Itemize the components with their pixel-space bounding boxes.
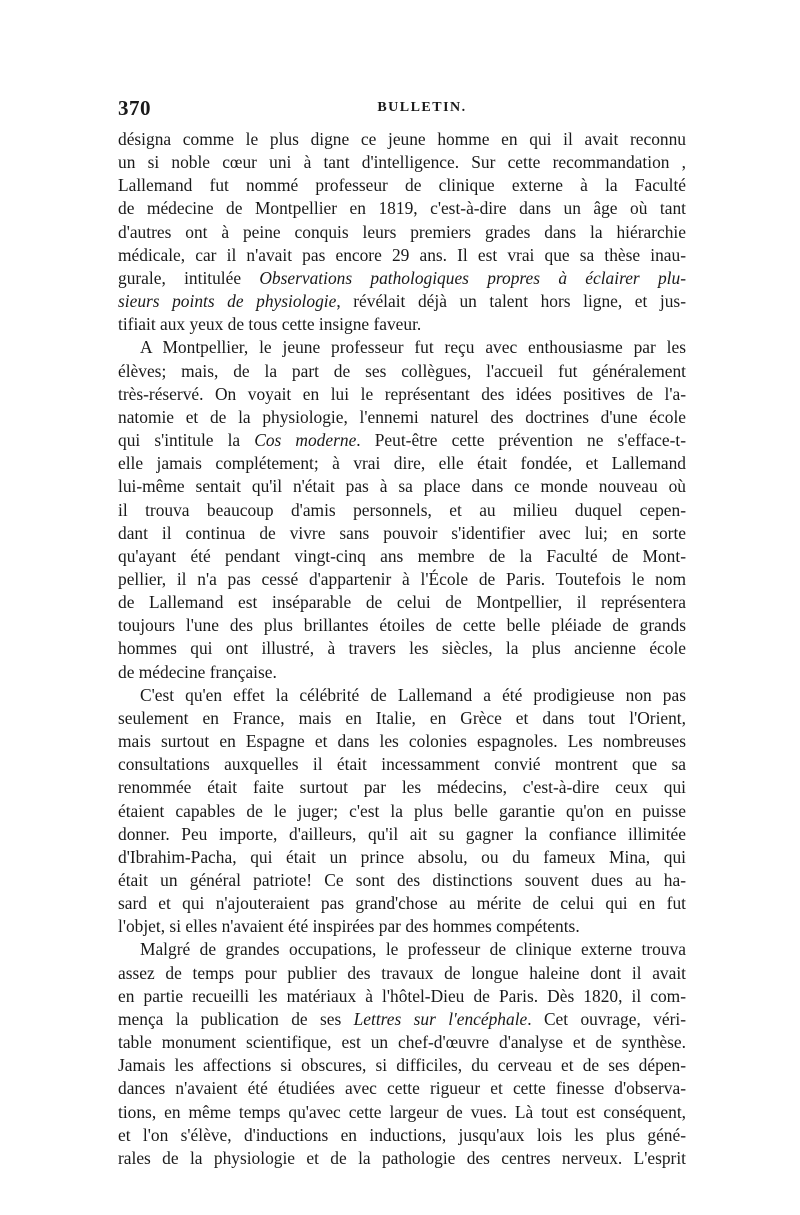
text-line: elle jamais complétement; à vrai dire, elle était fondée, et Lallemand bbox=[118, 453, 686, 474]
text-line: C'est qu'en effet la célébrité de Lallemand a été prodigieuse non pas bbox=[140, 684, 686, 705]
text-line: de médecine française. bbox=[118, 661, 277, 682]
text-line: pellier, il n'a pas cessé d'appartenir à l'École de Paris. Toutefois le nom bbox=[118, 568, 686, 589]
text-segment: . Cet ouvrage, véri- bbox=[527, 1008, 686, 1029]
text-line: donner. Peu importe, d'ailleurs, qu'il ait su gagner la confiance illimitée bbox=[118, 823, 686, 844]
text-segment: qui s'intitule la bbox=[118, 430, 255, 451]
text-line: Jamais les affections si obscures, si difficiles, du cerveau et de ses dépen- bbox=[118, 1055, 686, 1076]
text-line: très-réservé. On voyait en lui le représentant des idées positives de l'a- bbox=[118, 383, 686, 404]
text-line: et l'on s'élève, d'inductions en inductions, jusqu'aux lois les plus géné- bbox=[118, 1124, 686, 1145]
paragraph-1 bbox=[118, 128, 686, 336]
text-line: lui-même sentait qu'il n'était pas à sa place dans ce monde nouveau où bbox=[118, 476, 686, 497]
book-page bbox=[118, 96, 686, 1170]
text-line: un si noble cœur uni à tant d'intelligence. Sur cette recommandation , bbox=[118, 152, 686, 173]
text-line: toujours l'une des plus brillantes étoiles de cette belle pléiade de grands bbox=[118, 615, 686, 636]
paragraph-3 bbox=[118, 684, 686, 939]
text-line bbox=[118, 429, 686, 452]
text-line: mais surtout en Espagne et dans les colonies espagnoles. Les nombreuses bbox=[118, 731, 686, 752]
text-segment: mença la publication de ses bbox=[118, 1008, 354, 1029]
text-line: en partie recueilli les matériaux à l'hôtel-Dieu de Paris. Dès 1820, il com- bbox=[118, 985, 686, 1006]
text-line: hommes qui ont illustré, à travers les siècles, la plus ancienne école bbox=[118, 638, 686, 659]
text-line: rales de la physiologie et de la pathologie des centres nerveux. L'esprit bbox=[118, 1147, 686, 1168]
text-line: l'objet, si elles n'avaient été inspirées par des hommes compétents. bbox=[118, 916, 580, 937]
text-line bbox=[118, 267, 686, 290]
page-number: 370 bbox=[118, 96, 151, 120]
text-line: seulement en France, mais en Italie, en Grèce et dans tout l'Orient, bbox=[118, 707, 686, 728]
text-line bbox=[118, 290, 686, 313]
text-line: Lallemand fut nommé professeur de clinique externe à la Faculté bbox=[118, 175, 686, 196]
cos-moderne-italic: Cos moderne bbox=[254, 430, 357, 451]
text-segment: , révélait déjà un talent hors ligne, et jus- bbox=[336, 291, 686, 312]
text-line: consultations auxquelles il était incessamment convié montrent que sa bbox=[118, 754, 686, 775]
lettres-encephale-italic: Lettres sur l'encéphale bbox=[353, 1008, 528, 1029]
text-line: dant il continua de vivre sans pouvoir s'identifier avec lui; en sorte bbox=[118, 522, 686, 543]
text-line: dances n'avaient été étudiées avec cette rigueur et cette finesse d'observa- bbox=[118, 1078, 686, 1099]
paragraph-4 bbox=[118, 938, 686, 1170]
text-segment: gurale, intitulée bbox=[118, 267, 260, 288]
text-line: assez de temps pour publier des travaux de longue haleine dont il avait bbox=[118, 962, 686, 983]
text-line: médicale, car il n'avait pas encore 29 ans. Il est vrai que sa thèse inau- bbox=[118, 244, 686, 265]
thesis-title-italic: Observations pathologiques propres à éclairer plu- bbox=[259, 267, 686, 288]
text-line: élèves; mais, de la part de ses collègues, l'accueil fut généralement bbox=[118, 360, 686, 381]
text-line: renommée était faite surtout par les médecins, c'est-à-dire ceux qui bbox=[118, 777, 686, 798]
body-text bbox=[118, 128, 686, 1170]
text-line: tions, en même temps qu'avec cette largeur de vues. Là tout est conséquent, bbox=[118, 1101, 686, 1122]
text-line: d'Ibrahim-Pacha, qui était un prince absolu, ou du fameux Mina, qui bbox=[118, 846, 686, 867]
text-line: tifiait aux yeux de tous cette insigne faveur. bbox=[118, 314, 422, 335]
running-head: BULLETIN. bbox=[377, 100, 467, 115]
text-line: désigna comme le plus digne ce jeune homme en qui il avait reconnu bbox=[118, 129, 686, 149]
text-line: étaient capables de le juger; c'est la plus belle garantie qu'on en puisse bbox=[118, 800, 686, 821]
text-line: Malgré de grandes occupations, le professeur de clinique externe trouva bbox=[140, 939, 686, 960]
text-line: de médecine de Montpellier en 1819, c'est-à-dire dans un âge où tant bbox=[118, 198, 686, 219]
text-line: sard et qui n'ajouteraient pas grand'chose au mérite de celui qui en fut bbox=[118, 893, 686, 914]
text-line: de Lallemand est inséparable de celui de Montpellier, il représentera bbox=[118, 592, 686, 613]
text-line bbox=[118, 1008, 686, 1031]
text-segment: . Peut-être cette prévention ne s'efface-t- bbox=[356, 430, 686, 451]
text-line: d'autres ont à peine conquis leurs premiers grades dans la hiérarchie bbox=[118, 221, 686, 242]
thesis-title-italic: sieurs points de physiologie bbox=[118, 291, 337, 312]
text-line: natomie et de la physiologie, l'ennemi naturel des doctrines d'une école bbox=[118, 406, 686, 427]
text-line: table monument scientifique, est un chef-d'œuvre d'analyse et de synthèse. bbox=[118, 1032, 686, 1053]
text-line: était un général patriote! Ce sont des distinctions souvent dues au ha- bbox=[118, 870, 686, 890]
text-line: qu'ayant été pendant vingt-cinq ans membre de la Faculté de Mont- bbox=[118, 545, 686, 566]
text-line: il trouva beaucoup d'amis personnels, et au milieu duquel cepen- bbox=[118, 499, 686, 520]
paragraph-2 bbox=[118, 336, 686, 683]
page-header bbox=[118, 96, 686, 128]
text-line: A Montpellier, le jeune professeur fut reçu avec enthousiasme par les bbox=[140, 337, 686, 358]
